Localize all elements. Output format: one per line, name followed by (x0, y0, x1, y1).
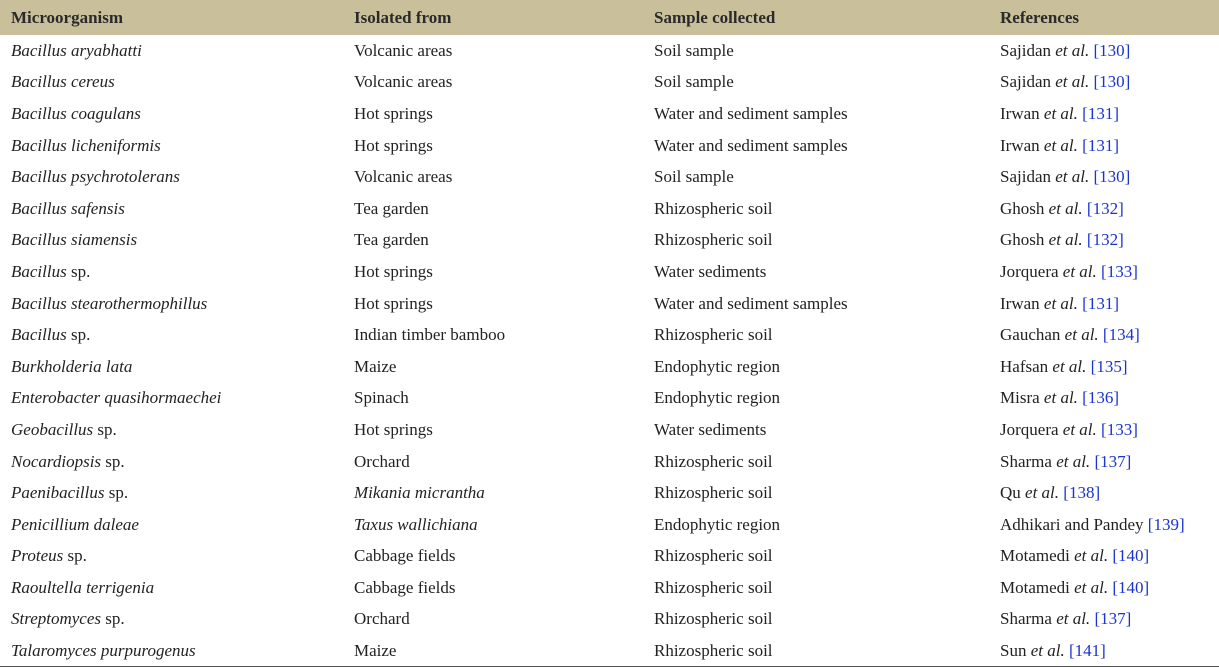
cell-sample-collected: Endophytic region (654, 356, 781, 376)
cell-sample-collected: Soil sample (654, 167, 734, 187)
organism-species-abbrev: sp. (105, 609, 125, 629)
cell-sample-collected: Rhizospheric soil (654, 577, 773, 597)
cell-isolated-from: Maize (354, 356, 397, 376)
reference-link[interactable]: [137] (1094, 451, 1132, 471)
cell-sample-collected: Rhizospheric soil (654, 451, 773, 471)
reference-etal: et al. (1048, 198, 1083, 218)
table-row (0, 604, 1219, 636)
organism-name: Burkholderia lata (11, 356, 133, 376)
reference-link[interactable]: [130] (1093, 72, 1131, 92)
reference-etal: et al. (1056, 451, 1091, 471)
reference-link[interactable]: [140] (1112, 546, 1150, 566)
cell-reference (989, 35, 1219, 67)
cell-microorganism (0, 288, 343, 320)
reference-author: Jorquera (1000, 261, 1059, 281)
reference-etal: et al. (1055, 72, 1090, 92)
cell-isolated-from: Taxus wallichiana (354, 514, 478, 534)
reference-link[interactable]: [139] (1147, 514, 1185, 534)
organism-species-abbrev: sp. (70, 325, 91, 345)
table-row (0, 225, 1219, 257)
organism-name: Bacillus coagulans (11, 103, 141, 123)
reference-etal: et al. (1064, 325, 1099, 345)
organism-name: Bacillus (11, 325, 67, 345)
cell-reference (989, 225, 1219, 257)
cell-microorganism (0, 256, 343, 288)
organism-species-abbrev: sp. (70, 261, 91, 281)
organism-name: Penicillium daleae (11, 514, 139, 534)
cell-microorganism (0, 541, 343, 573)
cell-isolated-from: Indian timber bamboo (354, 325, 506, 345)
cell-microorganism (0, 98, 343, 130)
reference-etal: et al. (1056, 609, 1091, 629)
reference-author: Hafsan (1000, 356, 1049, 376)
reference-link[interactable]: [135] (1090, 356, 1128, 376)
cell-reference (989, 604, 1219, 636)
header-microorganism: Microorganism (11, 7, 124, 27)
cell-reference (989, 572, 1219, 604)
organism-name: Geobacillus (11, 419, 94, 439)
reference-author: Sajidan (1000, 167, 1051, 187)
reference-author: Sajidan (1000, 72, 1051, 92)
organism-species-abbrev: sp. (108, 483, 129, 503)
reference-etal: et al. (1055, 40, 1090, 60)
table-row (0, 161, 1219, 193)
organism-name: Bacillus psychrotolerans (11, 167, 180, 187)
table-row (0, 193, 1219, 225)
header-sample-collected: Sample collected (654, 7, 776, 27)
table-row (0, 572, 1219, 604)
cell-reference (989, 193, 1219, 225)
cell-isolated-from: Volcanic areas (354, 167, 453, 187)
cell-microorganism (0, 351, 343, 383)
cell-isolated-from: Spinach (354, 388, 409, 408)
cell-sample-collected: Rhizospheric soil (643, 635, 989, 667)
table-row (0, 383, 1219, 415)
organism-name: Bacillus aryabhatti (11, 40, 142, 60)
reference-author: Sharma (1000, 609, 1052, 629)
reference-etal: et al. (1030, 640, 1065, 660)
cell-sample-collected: Water sediments (654, 419, 767, 439)
reference-author: Motamedi (1000, 577, 1070, 597)
cell-isolated-from: Tea garden (354, 230, 429, 250)
cell-sample-collected: Water and sediment samples (654, 103, 848, 123)
cell-sample-collected: Water and sediment samples (654, 135, 848, 155)
table-row (0, 351, 1219, 383)
reference-link[interactable]: [132] (1086, 198, 1124, 218)
table-row (0, 414, 1219, 446)
cell-microorganism (0, 35, 343, 67)
reference-link[interactable]: [141] (1068, 640, 1106, 660)
table-row (0, 67, 1219, 99)
reference-link[interactable]: [130] (1093, 40, 1131, 60)
cell-reference (989, 477, 1219, 509)
cell-sample-collected: Soil sample (654, 72, 734, 92)
reference-link[interactable]: [136] (1082, 388, 1119, 408)
table-row (0, 256, 1219, 288)
reference-link[interactable]: [133] (1101, 261, 1138, 281)
cell-isolated-from: Hot springs (354, 103, 433, 123)
cell-reference (989, 130, 1219, 162)
cell-sample-collected: Rhizospheric soil (654, 546, 773, 566)
cell-reference (989, 414, 1219, 446)
reference-etal: et al. (1043, 293, 1078, 313)
reference-author: Irwan (1000, 103, 1040, 123)
cell-reference (989, 288, 1219, 320)
cell-isolated-from: Maize (343, 635, 643, 667)
reference-author: Adhikari and Pandey (1000, 514, 1144, 534)
cell-microorganism (0, 635, 343, 667)
reference-link[interactable]: [138] (1063, 483, 1101, 503)
cell-reference (989, 67, 1219, 99)
reference-link[interactable]: [131] (1082, 293, 1119, 313)
cell-isolated-from: Tea garden (354, 198, 429, 218)
cell-microorganism (0, 509, 343, 541)
reference-link[interactable]: [131] (1082, 135, 1119, 155)
header-row (0, 0, 1219, 35)
cell-microorganism (0, 319, 343, 351)
cell-reference (989, 635, 1219, 667)
organism-species-abbrev: sp. (97, 419, 117, 439)
header-references: References (1000, 7, 1079, 27)
reference-etal: et al. (1043, 103, 1078, 123)
cell-reference (989, 383, 1219, 415)
cell-sample-collected: Rhizospheric soil (654, 230, 773, 250)
cell-isolated-from: Hot springs (354, 293, 433, 313)
reference-author: Qu (1000, 483, 1021, 503)
cell-reference (989, 351, 1219, 383)
table-row (0, 541, 1219, 573)
cell-isolated-from: Cabbage fields (354, 546, 456, 566)
organism-species-abbrev: sp. (67, 546, 87, 566)
reference-author: Jorquera (1000, 419, 1059, 439)
cell-isolated-from: Volcanic areas (354, 40, 453, 60)
cell-sample-collected: Rhizospheric soil (654, 609, 773, 629)
cell-isolated-from: Cabbage fields (354, 577, 456, 597)
cell-microorganism (0, 161, 343, 193)
cell-microorganism (0, 225, 343, 257)
table-row (0, 35, 1219, 67)
table-row (0, 446, 1219, 478)
organism-name: Bacillus stearothermophillus (11, 293, 208, 313)
organism-name: Bacillus siamensis (11, 230, 138, 250)
header-isolated-from: Isolated from (354, 7, 452, 27)
cell-isolated-from: Orchard (354, 451, 410, 471)
reference-author: Misra (1000, 388, 1040, 408)
cell-reference (989, 98, 1219, 130)
reference-author: Ghosh (1000, 198, 1045, 218)
table-body (0, 35, 1219, 667)
cell-sample-collected: Endophytic region (654, 514, 781, 534)
cell-microorganism (0, 604, 343, 636)
reference-etal: et al. (1043, 135, 1078, 155)
reference-etal: et al. (1043, 388, 1078, 408)
organism-name: Bacillus safensis (11, 198, 125, 218)
table-row (0, 509, 1219, 541)
cell-isolated-from: Mikania micrantha (354, 483, 485, 503)
reference-author: Irwan (1000, 293, 1040, 313)
cell-reference (989, 509, 1219, 541)
organism-name: Proteus (11, 546, 64, 566)
reference-author: Gauchan (1000, 325, 1061, 345)
cell-microorganism (0, 446, 343, 478)
cell-microorganism (0, 414, 343, 446)
table-row (0, 319, 1219, 351)
table-row (0, 477, 1219, 509)
cell-isolated-from: Hot springs (354, 135, 433, 155)
reference-etal: et al. (1074, 577, 1109, 597)
organism-name: Talaromyces purpurogenus (11, 640, 196, 660)
organism-name: Bacillus cereus (11, 72, 115, 92)
reference-link[interactable]: [131] (1082, 103, 1119, 123)
organism-name: Bacillus licheniformis (11, 135, 161, 155)
cell-reference (989, 446, 1219, 478)
reference-link[interactable]: [132] (1086, 230, 1124, 250)
table-header (0, 0, 1219, 35)
reference-etal: et al. (1048, 230, 1083, 250)
cell-sample-collected: Endophytic region (654, 388, 781, 408)
cell-isolated-from: Orchard (354, 609, 410, 629)
cell-sample-collected: Rhizospheric soil (654, 325, 773, 345)
reference-author: Motamedi (1000, 546, 1070, 566)
reference-etal: et al. (1052, 356, 1087, 376)
reference-etal: et al. (1062, 261, 1097, 281)
organism-species-abbrev: sp. (105, 451, 125, 471)
table-row (0, 130, 1219, 162)
reference-author: Sun (1000, 640, 1027, 660)
cell-reference (989, 319, 1219, 351)
organism-name: Nocardiopsis (11, 451, 102, 471)
reference-author: Sajidan (1000, 40, 1051, 60)
cell-reference (989, 256, 1219, 288)
cell-sample-collected: Rhizospheric soil (654, 483, 773, 503)
reference-author: Irwan (1000, 135, 1040, 155)
cell-microorganism (0, 193, 343, 225)
cell-microorganism (0, 572, 343, 604)
reference-etal: et al. (1074, 546, 1109, 566)
reference-author: Ghosh (1000, 230, 1045, 250)
reference-link[interactable]: [137] (1094, 609, 1132, 629)
organism-name: Streptomyces (11, 609, 102, 629)
cell-isolated-from: Volcanic areas (354, 72, 453, 92)
reference-link[interactable]: [140] (1112, 577, 1150, 597)
reference-author: Sharma (1000, 451, 1052, 471)
reference-link[interactable]: [133] (1101, 419, 1138, 439)
table-row (0, 635, 1219, 667)
cell-isolated-from: Hot springs (354, 419, 433, 439)
reference-etal: et al. (1055, 167, 1090, 187)
cell-sample-collected: Water sediments (654, 261, 767, 281)
reference-link[interactable]: [134] (1102, 325, 1140, 345)
cell-sample-collected: Rhizospheric soil (654, 198, 773, 218)
reference-etal: et al. (1062, 419, 1097, 439)
table-row (0, 288, 1219, 320)
organism-name: Raoultella terrigenia (11, 577, 155, 597)
cell-sample-collected: Water and sediment samples (654, 293, 848, 313)
cell-sample-collected: Soil sample (654, 40, 734, 60)
table-row (0, 98, 1219, 130)
organism-name: Paenibacillus (11, 483, 105, 503)
cell-microorganism (0, 130, 343, 162)
cell-microorganism (0, 383, 343, 415)
cell-isolated-from: Hot springs (354, 261, 433, 281)
cell-microorganism (0, 67, 343, 99)
cell-reference (989, 161, 1219, 193)
cell-reference (989, 541, 1219, 573)
organism-name: Enterobacter quasihormaechei (11, 388, 222, 408)
cell-microorganism (0, 477, 343, 509)
reference-etal: et al. (1025, 483, 1060, 503)
reference-link[interactable]: [130] (1093, 167, 1131, 187)
organism-name: Bacillus (11, 261, 67, 281)
